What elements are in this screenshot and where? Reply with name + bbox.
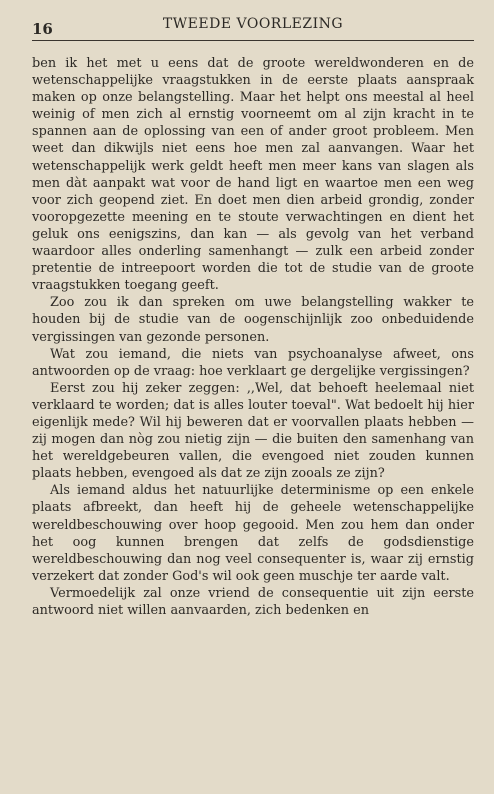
paragraph: Vermoedelijk zal onze vriend de consequentie uit zijn eerste antwoord niet willen aanvaarden, zich bedenken en — [32, 585, 474, 618]
page-header — [32, 14, 474, 41]
paragraph: Eerst zou hij zeker zeggen: ,,Wel, dat behoeft heelemaal niet verklaard te worden; dat is alles louter toeval". Wat bedoelt hij hier eigenlijk mede? Wil hij beweren dat er voorvallen plaats hebben — zij mogen dan nòg zou nietig zijn — die buiten den samenhang van het wereldgebeuren vallen, die evengoed niet zouden kunnen plaats hebben, evengoed als dat ze zijn zooals ze zijn? — [32, 380, 474, 482]
page-number: 16 — [32, 20, 53, 38]
paragraph: ben ik het met u eens dat de groote wereldwonderen en de wetenschappelijke vraagstukken in de eerste plaats aanspraak maken op onze belangstelling. Maar het helpt ons meestal al heel weinig of men zich al ernstig voorneemt om al zijn kracht in te spannen aan de oplossing van een of ander groot probleem. Men weet dan dikwijls niet eens hoe men zal aanvangen. Waar het wetenschappelijk werk geldt heeft men meer kans van slagen als men dàt aanpakt wat voor de hand ligt en waartoe men een weg voor zich geopend ziet. En doet men dien arbeid grondig, zonder vooropgezette meening en te stoute verwachtingen en dient het geluk ons eenigszins, dan kan — als gevolg van het verband waardoor alles onderling samenhangt — zulk een arbeid zonder pretentie de intreepoort worden die tot de studie van de groote vraagstukken toegang geeft. — [32, 56, 474, 294]
paragraph: Zoo zou ik dan spreken om uwe belangstelling wakker te houden bij de studie van de oogenschijnlijk zoo onbeduidende vergissingen van gezonde personen. — [32, 295, 474, 345]
body-text — [32, 55, 474, 619]
paragraph: Als iemand aldus het natuurlijke determinisme op een enkele plaats afbreekt, dan heeft hij de geheele wetenschappelijke wereldbeschouwing over hoop gegooid. Men zou hem dan onder het oog kunnen brengen dat zelfs de godsdienstige wereldbeschouwing dan nog veel consequenter is, waar zij ernstig verzekert dat zonder God's wil ook geen muschje ter aarde valt. — [32, 483, 474, 584]
paragraph: Wat zou iemand, die niets van psychoanalyse afweet, ons antwoorden op de vraag: hoe verklaart ge dergelijke vergissingen? — [32, 346, 474, 379]
running-title: TWEEDE VOORLEZING — [162, 16, 344, 32]
